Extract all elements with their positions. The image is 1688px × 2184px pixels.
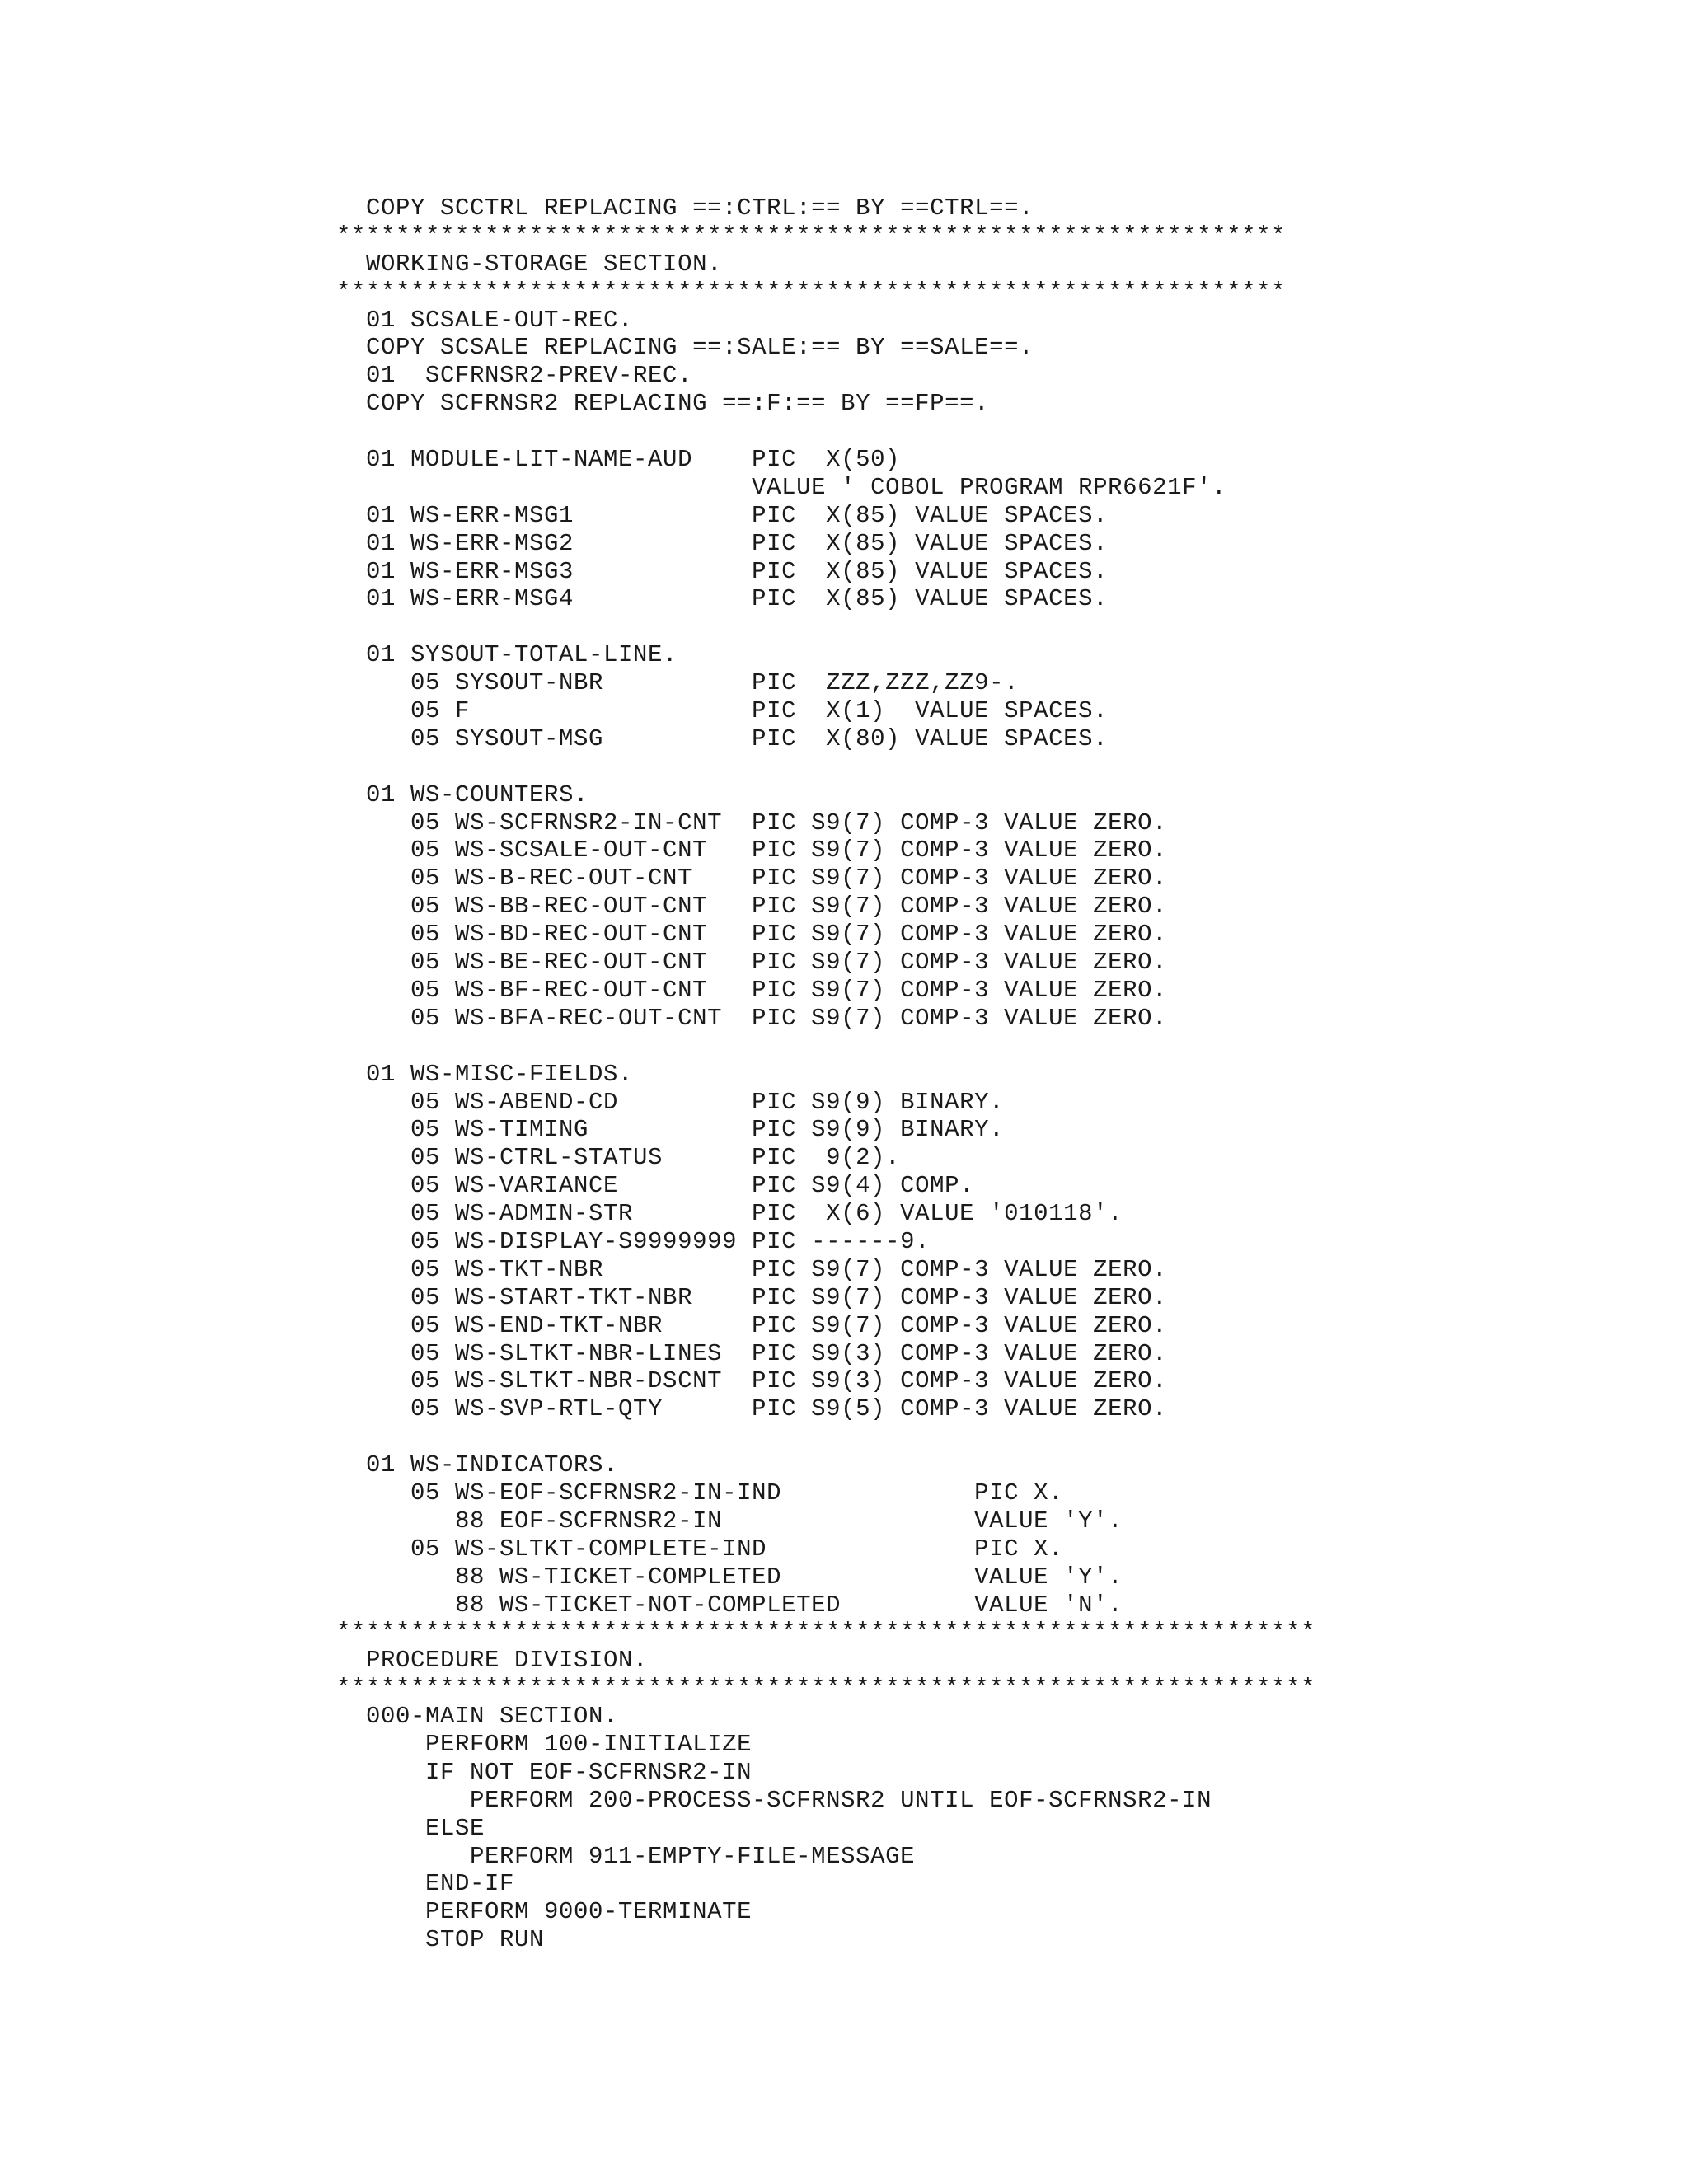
code-line: 05 WS-BFA-REC-OUT-CNT PIC S9(7) COMP-3 VALUE ZERO. <box>336 1004 1168 1032</box>
code-line: 01 WS-ERR-MSG1 PIC X(85) VALUE SPACES. <box>336 501 1109 529</box>
code-line: 05 WS-BE-REC-OUT-CNT PIC S9(7) COMP-3 VALUE ZERO. <box>336 949 1168 977</box>
code-line: 88 WS-TICKET-NOT-COMPLETED VALUE 'N'. <box>336 1591 1123 1619</box>
code-line: 88 EOF-SCFRNSR2-IN VALUE 'Y'. <box>336 1507 1123 1535</box>
code-line: 01 WS-ERR-MSG3 PIC X(85) VALUE SPACES. <box>336 557 1109 585</box>
code-line: **************************************************************** <box>336 222 1287 250</box>
code-line: 01 WS-ERR-MSG4 PIC X(85) VALUE SPACES. <box>336 585 1109 613</box>
code-line: **************************************************************** <box>336 278 1287 306</box>
code-line: 05 WS-SLTKT-NBR-LINES PIC S9(3) COMP-3 VALUE ZERO. <box>336 1339 1168 1367</box>
code-line: 05 WS-END-TKT-NBR PIC S9(7) COMP-3 VALUE ZERO. <box>336 1311 1168 1339</box>
code-line: PERFORM 911-EMPTY-FILE-MESSAGE <box>336 1842 916 1870</box>
code-line <box>336 613 1315 641</box>
code-line: 05 WS-SLTKT-NBR-DSCNT PIC S9(3) COMP-3 VALUE ZERO. <box>336 1367 1168 1395</box>
code-line: ****************************************************************** <box>336 1619 1316 1647</box>
code-line: 05 WS-SLTKT-COMPLETE-IND PIC X. <box>336 1535 1064 1563</box>
code-line: 05 WS-BF-REC-OUT-CNT PIC S9(7) COMP-3 VALUE ZERO. <box>336 976 1168 1004</box>
code-line: PERFORM 200-PROCESS-SCFRNSR2 UNTIL EOF-SCFRNSR2-IN <box>336 1786 1212 1814</box>
code-line: 05 F PIC X(1) VALUE SPACES. <box>336 697 1109 725</box>
code-line: 01 WS-MISC-FIELDS. <box>336 1060 634 1088</box>
code-line: COPY SCCTRL REPLACING ==:CTRL:== BY ==CTRL==. <box>336 194 1034 222</box>
code-line: 05 WS-BD-REC-OUT-CNT PIC S9(7) COMP-3 VALUE ZERO. <box>336 921 1168 949</box>
code-line: 01 SCFRNSR2-PREV-REC. <box>336 362 693 390</box>
code-line: 05 SYSOUT-NBR PIC ZZZ,ZZZ,ZZ9-. <box>336 669 1020 697</box>
code-line: 05 WS-TKT-NBR PIC S9(7) COMP-3 VALUE ZERO. <box>336 1255 1168 1283</box>
code-line: 05 WS-CTRL-STATUS PIC 9(2). <box>336 1144 901 1172</box>
code-line <box>336 1033 1315 1061</box>
code-line: 05 WS-ABEND-CD PIC S9(9) BINARY. <box>336 1088 1005 1116</box>
code-line: IF NOT EOF-SCFRNSR2-IN <box>336 1758 753 1786</box>
code-line: END-IF <box>336 1870 515 1898</box>
code-line: PERFORM 9000-TERMINATE <box>336 1898 753 1926</box>
code-line <box>336 418 1315 446</box>
code-line: 05 WS-B-REC-OUT-CNT PIC S9(7) COMP-3 VALUE ZERO. <box>336 865 1168 893</box>
cobol-source-listing <box>336 194 1315 1954</box>
code-line: 05 SYSOUT-MSG PIC X(80) VALUE SPACES. <box>336 724 1109 752</box>
code-line: 05 WS-SCFRNSR2-IN-CNT PIC S9(7) COMP-3 VALUE ZERO. <box>336 808 1168 837</box>
code-line: 05 WS-ADMIN-STR PIC X(6) VALUE '010118'. <box>336 1200 1123 1228</box>
code-line: VALUE ' COBOL PROGRAM RPR6621F'. <box>336 473 1227 501</box>
code-line: 05 WS-SCSALE-OUT-CNT PIC S9(7) COMP-3 VALUE ZERO. <box>336 837 1168 865</box>
code-line: 01 MODULE-LIT-NAME-AUD PIC X(50) <box>336 446 901 474</box>
code-line: 01 SCSALE-OUT-REC. <box>336 306 634 334</box>
code-line <box>336 753 1315 781</box>
code-line: 05 WS-TIMING PIC S9(9) BINARY. <box>336 1116 1005 1144</box>
code-line: 05 WS-BB-REC-OUT-CNT PIC S9(7) COMP-3 VALUE ZERO. <box>336 893 1168 921</box>
code-line: 05 WS-START-TKT-NBR PIC S9(7) COMP-3 VALUE ZERO. <box>336 1283 1168 1311</box>
code-line: ELSE <box>336 1814 485 1842</box>
code-line: 88 WS-TICKET-COMPLETED VALUE 'Y'. <box>336 1563 1123 1591</box>
code-line: 01 WS-INDICATORS. <box>336 1451 619 1479</box>
code-line: WORKING-STORAGE SECTION. <box>336 250 723 278</box>
code-line: 05 WS-VARIANCE PIC S9(4) COMP. <box>336 1172 975 1200</box>
code-line: 05 WS-DISPLAY-S9999999 PIC ------9. <box>336 1227 931 1255</box>
code-line: STOP RUN <box>336 1926 545 1954</box>
code-line: 01 WS-COUNTERS. <box>336 780 589 808</box>
code-line: 01 SYSOUT-TOTAL-LINE. <box>336 641 678 669</box>
code-line: ****************************************************************** <box>336 1675 1316 1703</box>
code-line: PROCEDURE DIVISION. <box>336 1647 649 1675</box>
code-line: COPY SCSALE REPLACING ==:SALE:== BY ==SALE==. <box>336 334 1034 362</box>
code-line: PERFORM 100-INITIALIZE <box>336 1730 753 1758</box>
code-line: 000-MAIN SECTION. <box>336 1703 619 1731</box>
code-line: 05 WS-EOF-SCFRNSR2-IN-IND PIC X. <box>336 1479 1064 1507</box>
code-line: 05 WS-SVP-RTL-QTY PIC S9(5) COMP-3 VALUE ZERO. <box>336 1395 1168 1423</box>
code-line <box>336 1423 1315 1451</box>
code-line: COPY SCFRNSR2 REPLACING ==:F:== BY ==FP==. <box>336 390 990 418</box>
code-line: 01 WS-ERR-MSG2 PIC X(85) VALUE SPACES. <box>336 529 1109 557</box>
